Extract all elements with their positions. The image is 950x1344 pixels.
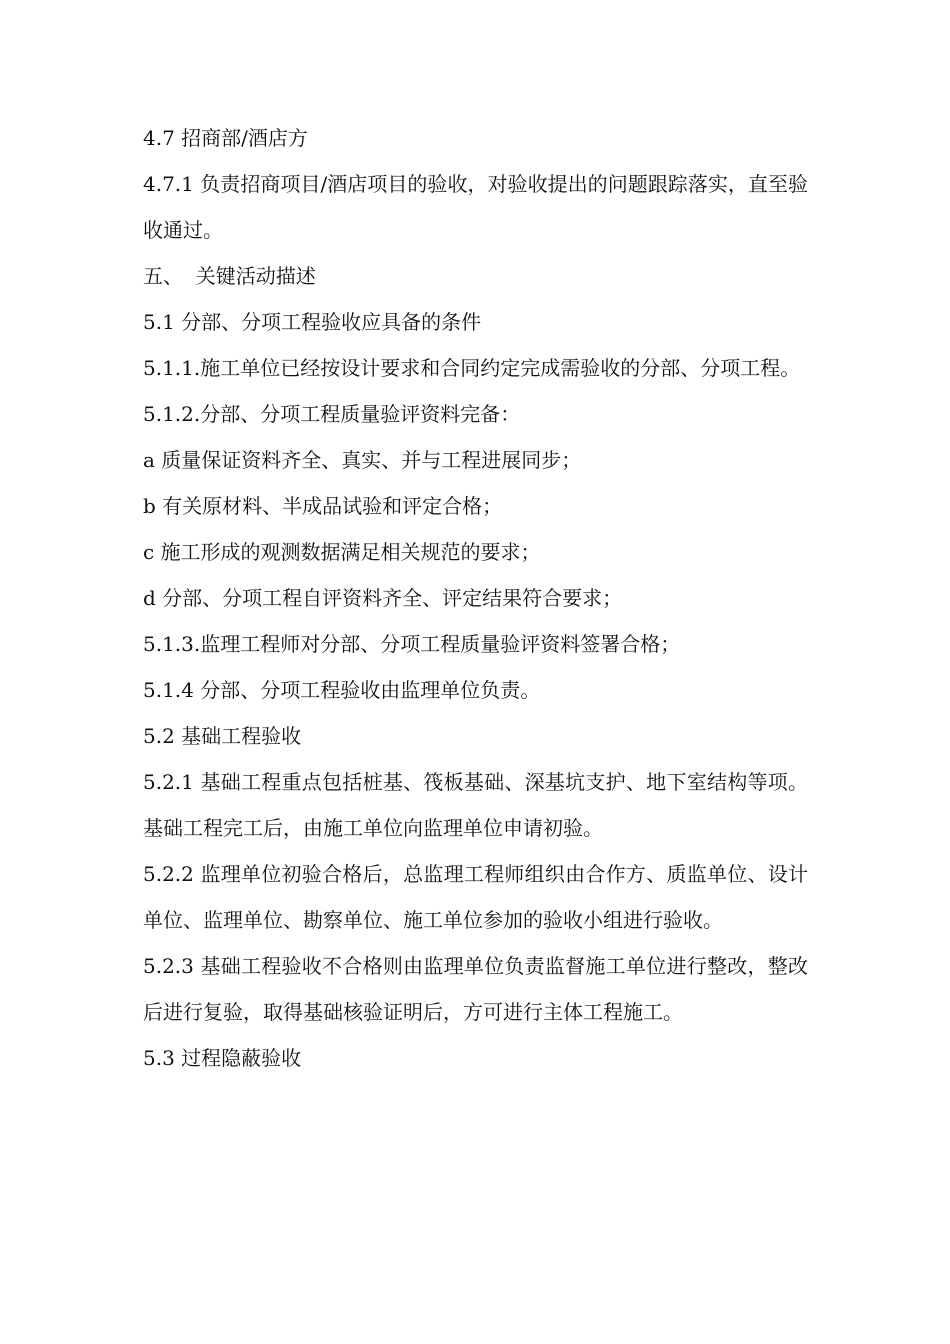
paragraph-5-1-3: 5.1.3.监理工程师对分部、分项工程质量验评资料签署合格； bbox=[143, 632, 681, 656]
chapter-heading-5: 五、 关键活动描述 bbox=[143, 264, 316, 288]
paragraph-5-1-4: 5.1.4 分部、分项工程验收由监理单位负责。 bbox=[143, 678, 541, 702]
list-item-a: a 质量保证资料齐全、真实、并与工程进展同步； bbox=[143, 448, 582, 472]
section-heading-5-3: 5.3 过程隐蔽验收 bbox=[143, 1046, 302, 1070]
paragraph-5-1-2: 5.1.2.分部、分项工程质量验评资料完备： bbox=[143, 402, 521, 426]
list-item-c: c 施工形成的观测数据满足相关规范的要求； bbox=[143, 540, 541, 564]
paragraph-5-1-1: 5.1.1.施工单位已经按设计要求和合同约定完成需验收的分部、分项工程。 bbox=[143, 356, 801, 380]
section-heading-5-1: 5.1 分部、分项工程验收应具备的条件 bbox=[143, 310, 482, 334]
paragraph-5-2-2: 5.2.2 监理单位初验合格后，总监理工程师组织由合作方、质监单位、设计单位、监理单位、勘察单位、施工单位参加的验收小组进行验收。 bbox=[143, 862, 808, 932]
document-body bbox=[143, 115, 808, 1081]
paragraph-5-2-3: 5.2.3 基础工程验收不合格则由监理单位负责监督施工单位进行整改，整改后进行复验，取得基础核验证明后，方可进行主体工程施工。 bbox=[143, 954, 808, 1024]
paragraph-5-2-1: 5.2.1 基础工程重点包括桩基、筏板基础、深基坑支护、地下室结构等项。基础工程完工后，由施工单位向监理单位申请初验。 bbox=[143, 770, 808, 840]
section-heading-5-2: 5.2 基础工程验收 bbox=[143, 724, 302, 748]
paragraph-4-7-1: 4.7.1 负责招商项目/酒店项目的验收，对验收提出的问题跟踪落实，直至验收通过。 bbox=[143, 172, 808, 242]
list-item-d: d 分部、分项工程自评资料齐全、评定结果符合要求； bbox=[143, 586, 623, 610]
section-heading-4-7: 4.7 招商部/酒店方 bbox=[143, 126, 308, 150]
list-item-b: b 有关原材料、半成品试验和评定合格； bbox=[143, 494, 503, 518]
